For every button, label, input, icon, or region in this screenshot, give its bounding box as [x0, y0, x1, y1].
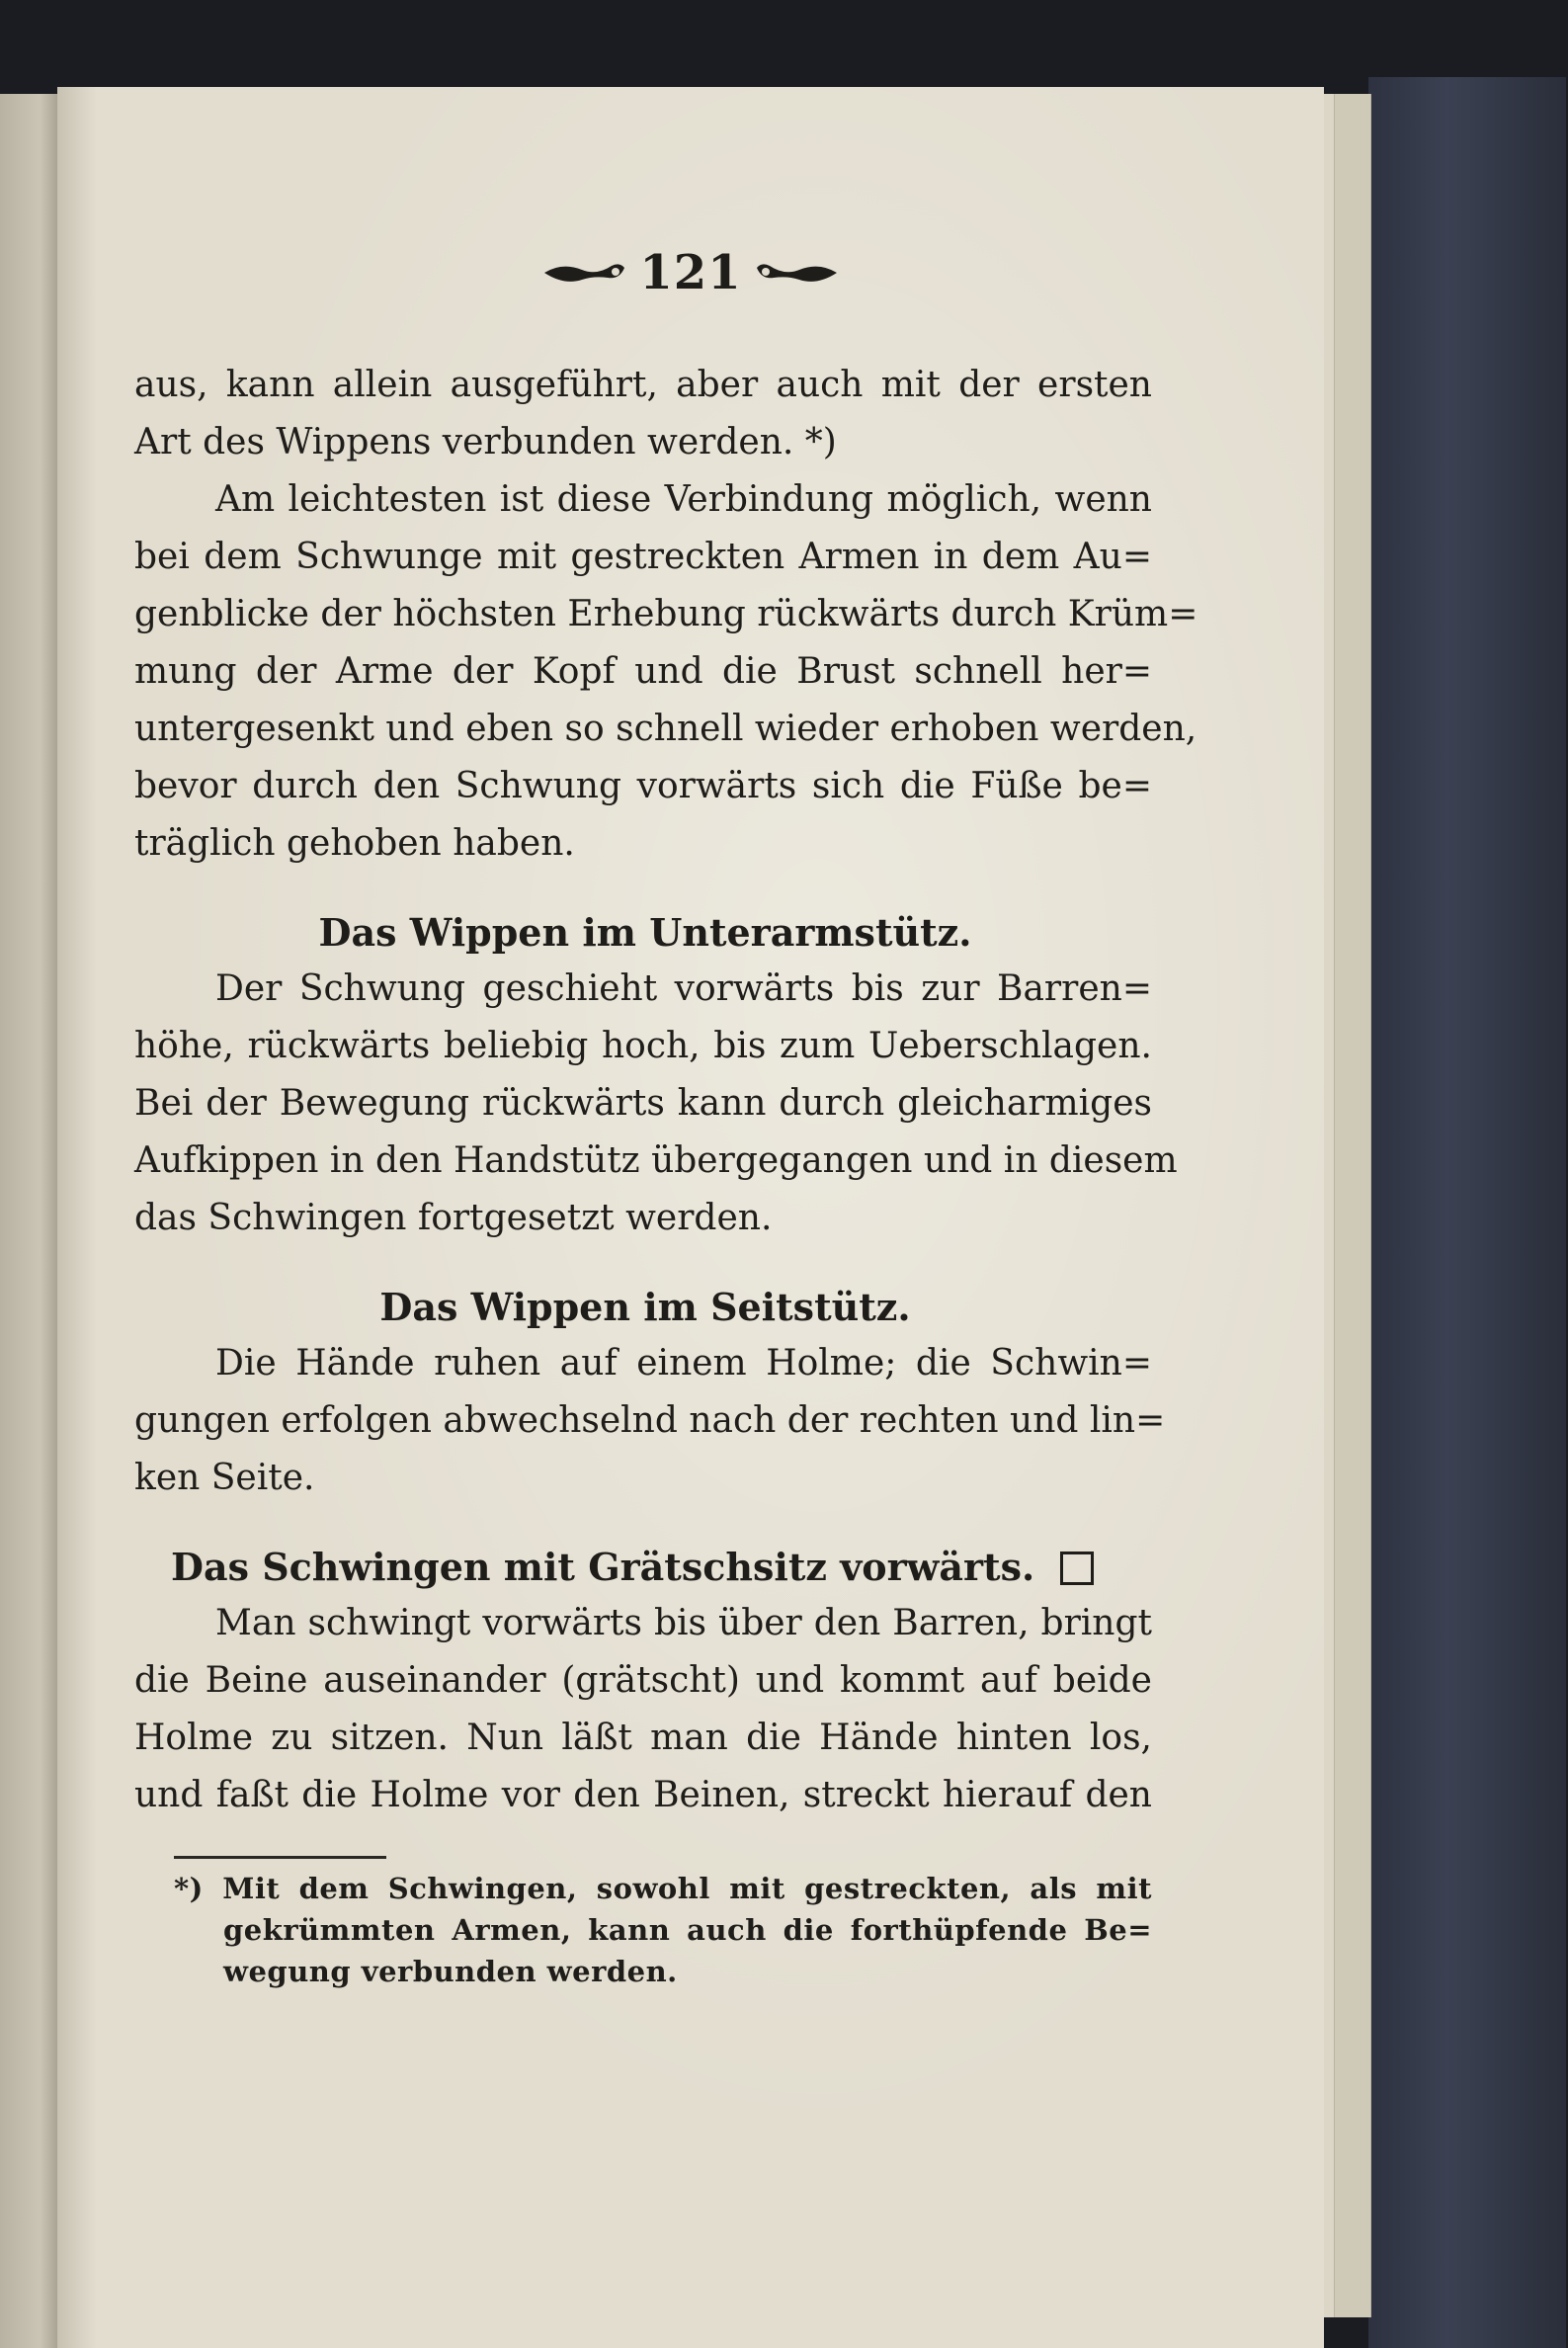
text-line: Aufkippen in den Handstütz übergegangen und in diesem	[134, 1140, 1178, 1181]
page-number: 121	[639, 245, 742, 300]
text-line: ken Seite.	[134, 1458, 315, 1498]
text-line: das Schwingen fortgesetzt werden.	[134, 1198, 773, 1238]
text-line: Die Hände ruhen auf einem Holme; die Schwin=	[215, 1343, 1152, 1384]
text-line: Am leichtesten ist diese Verbindung möglich, wenn	[215, 479, 1152, 520]
section-heading: Das Schwingen mit Grätschsitz vorwärts.	[171, 1545, 1035, 1589]
text-line: Holme zu sitzen. Nun läßt man die Hände hinten los,	[134, 1718, 1152, 1758]
page-header	[57, 245, 1324, 300]
footnote-line: wegung verbunden werden.	[223, 1955, 678, 1988]
text-line: die Beine auseinander (grätscht) und kommt auf beide	[134, 1660, 1152, 1701]
ornament-right-icon	[755, 258, 839, 288]
text-line: höhe, rückwärts beliebig hoch, bis zum Ueberschlagen.	[134, 1026, 1152, 1066]
text-line: bevor durch den Schwung vorwärts sich die Füße be=	[134, 766, 1152, 806]
text-line: Man schwingt vorwärts bis über den Barren, bringt	[215, 1603, 1152, 1643]
section-heading: Das Wippen im Unterarmstütz.	[318, 910, 972, 955]
ornament-left-icon	[542, 258, 626, 288]
text-line: aus, kann allein ausgeführt, aber auch mit der ersten	[134, 365, 1152, 405]
text-line: und faßt die Holme vor den Beinen, streckt hierauf den	[134, 1775, 1152, 1815]
text-line: träglich gehoben haben.	[134, 823, 575, 864]
left-page-edge	[0, 94, 57, 2348]
text-line: genblicke der höchsten Erhebung rückwärts durch Krüm=	[134, 594, 1198, 634]
footnote-line: gekrümmten Armen, kann auch die forthüpfende Be=	[223, 1913, 1152, 1947]
text-line: Der Schwung geschieht vorwärts bis zur Barren=	[215, 968, 1152, 1009]
book-page	[57, 87, 1324, 2348]
square-mark-icon	[1060, 1551, 1094, 1585]
section-heading-row	[171, 1545, 1347, 1589]
text-line: gungen erfolgen abwechselnd nach der rechten und lin=	[134, 1400, 1166, 1441]
footnote-line: *) Mit dem Schwingen, sowohl mit gestreckten, als mit	[174, 1872, 1152, 1905]
footnote-rule	[174, 1856, 386, 1859]
text-line: mung der Arme der Kopf und die Brust schnell her=	[134, 651, 1152, 692]
text-line: bei dem Schwunge mit gestreckten Armen in dem Au=	[134, 537, 1152, 577]
text-line: Bei der Bewegung rückwärts kann durch gleicharmiges	[134, 1083, 1152, 1124]
text-line: Art des Wippens verbunden werden. *)	[134, 422, 837, 462]
page-stack-edge	[1329, 94, 1371, 2317]
text-line: untergesenkt und eben so schnell wieder erhoben werden,	[134, 709, 1197, 749]
book-cover-edge	[1368, 77, 1566, 2348]
section-heading: Das Wippen im Seitstütz.	[379, 1285, 911, 1329]
